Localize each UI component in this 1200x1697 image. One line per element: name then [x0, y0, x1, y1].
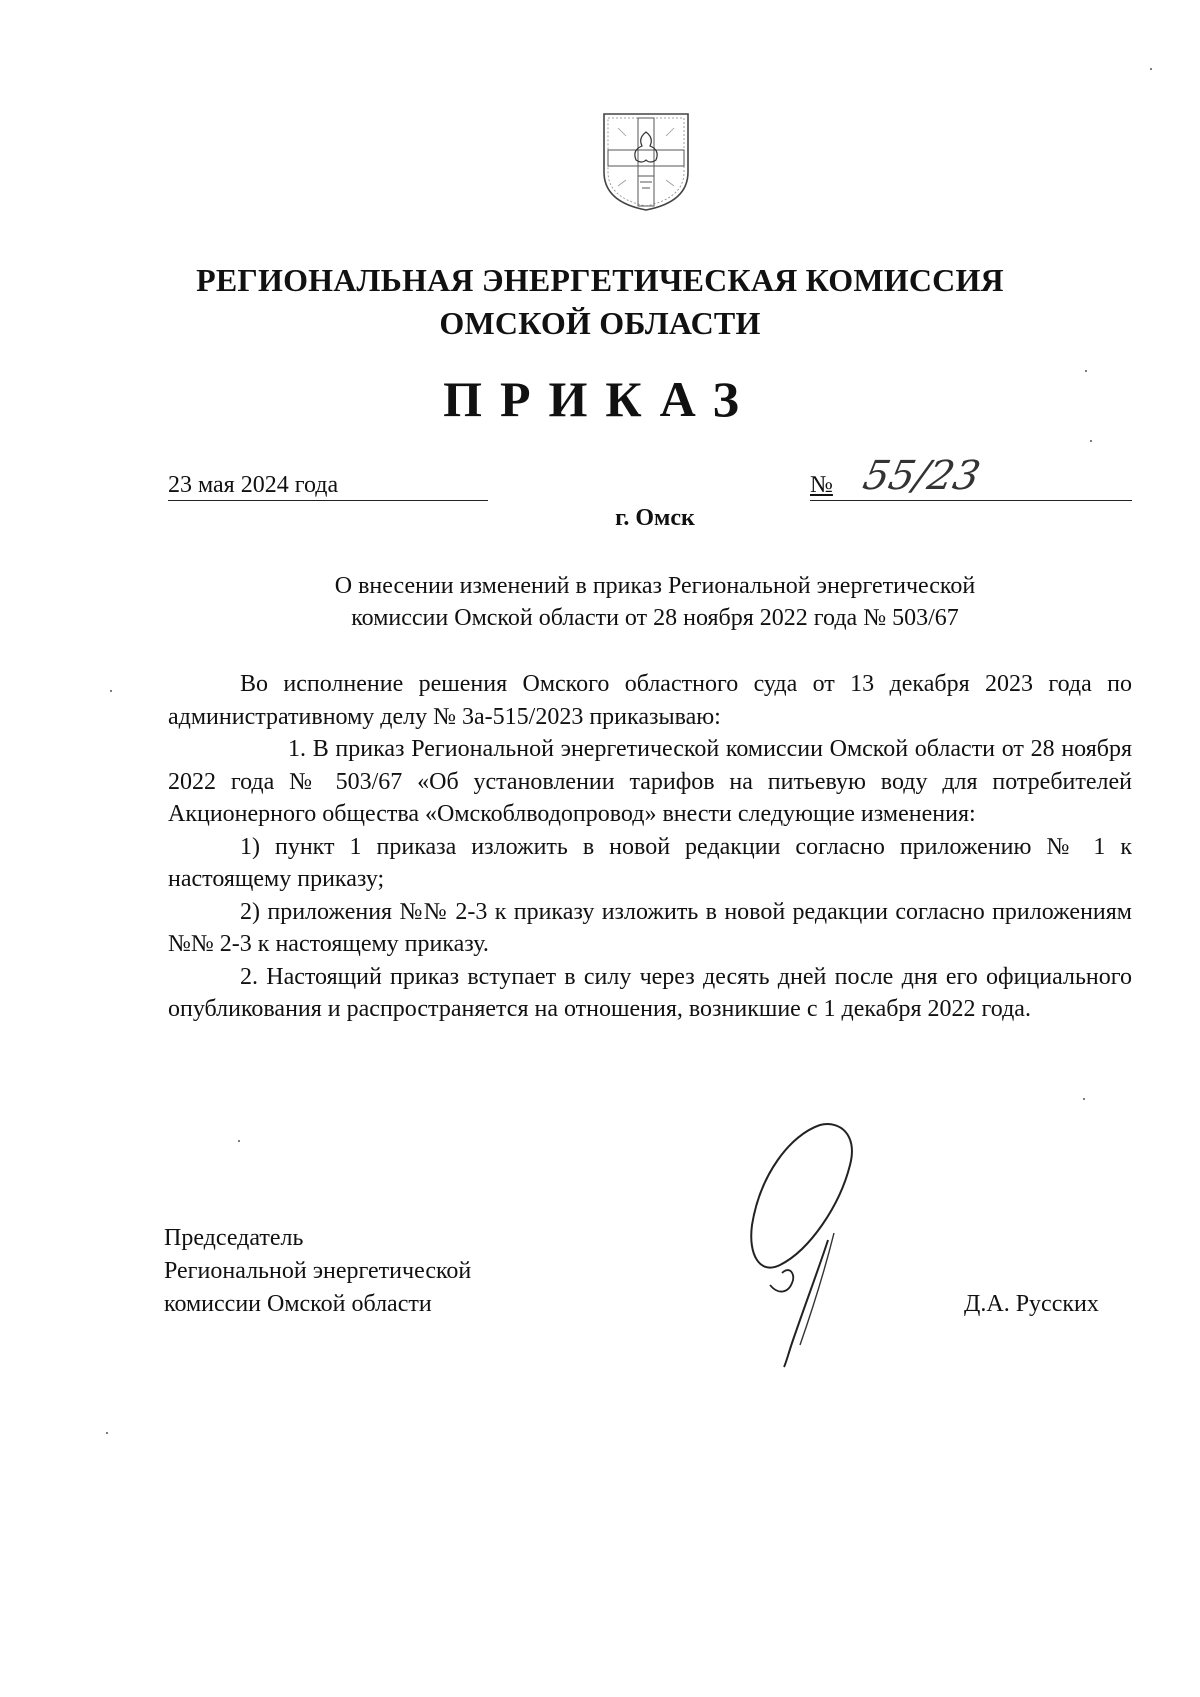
signatory-name: Д.А. Русских — [964, 1291, 1099, 1317]
signatory-title-line: комиссии Омской области — [164, 1291, 432, 1317]
authority-name-line1: РЕГИОНАЛЬНАЯ ЭНЕРГЕТИЧЕСКАЯ КОМИССИЯ — [196, 262, 1004, 298]
scan-speck — [106, 1432, 108, 1434]
signatory-title — [164, 1222, 471, 1321]
body-paragraph: 1) пункт 1 приказа изложить в новой редакции согласно приложению № 1 к настоящему приказу; — [168, 833, 1132, 892]
body-paragraph: Во исполнение решения Омского областного суда от 13 декабря 2023 года по административному делу № 3а-515/2023 приказываю: — [168, 671, 1132, 730]
document-type-title: ПРИКАЗ — [443, 371, 757, 427]
document-date: 23 мая 2024 года — [168, 470, 488, 501]
scan-speck — [238, 1140, 240, 1142]
scan-speck — [1090, 440, 1092, 442]
document-number-field — [810, 453, 1132, 501]
scan-speck — [1083, 1098, 1085, 1100]
scan-speck — [1085, 370, 1087, 372]
scan-speck — [1150, 68, 1152, 70]
number-label: № — [810, 472, 833, 498]
scan-speck — [110, 690, 112, 692]
handwritten-number: 55/23 — [859, 453, 985, 499]
signatory-title-line: Председатель — [164, 1225, 304, 1251]
coat-of-arms-emblem — [598, 110, 694, 214]
authority-name-line2: ОМСКОЙ ОБЛАСТИ — [439, 305, 761, 341]
handwritten-signature — [730, 1115, 880, 1375]
signatory-title-line: Региональной энергетической — [164, 1258, 472, 1284]
subject-line: комиссии Омской области от 28 ноября 2022 года № 503/67 — [351, 605, 959, 631]
document-subject — [0, 570, 1200, 634]
body-paragraph: 2. Настоящий приказ вступает в силу через десять дней после дня его официального опубликования и распространяется на отношения, возникшие с 1 декабря 2022 года. — [168, 963, 1132, 1022]
body-paragraph: 1. В приказ Региональной энергетической комиссии Омской области от 28 ноября 2022 года № 503/67 «Об установлении тарифов на питьевую воду для потребителей Акционерного общества «Омскоблводопровод» внести следующие изменения: — [168, 736, 1132, 827]
body-paragraph: 2) приложения №№ 2-3 к приказу изложить в новой редакции согласно приложениям №№ 2-3 к настоящему приказу. — [168, 898, 1132, 957]
document-body — [168, 668, 1132, 1026]
subject-line: О внесении изменений в приказ Региональной энергетической — [334, 573, 976, 599]
city: г. Омск — [615, 505, 695, 531]
